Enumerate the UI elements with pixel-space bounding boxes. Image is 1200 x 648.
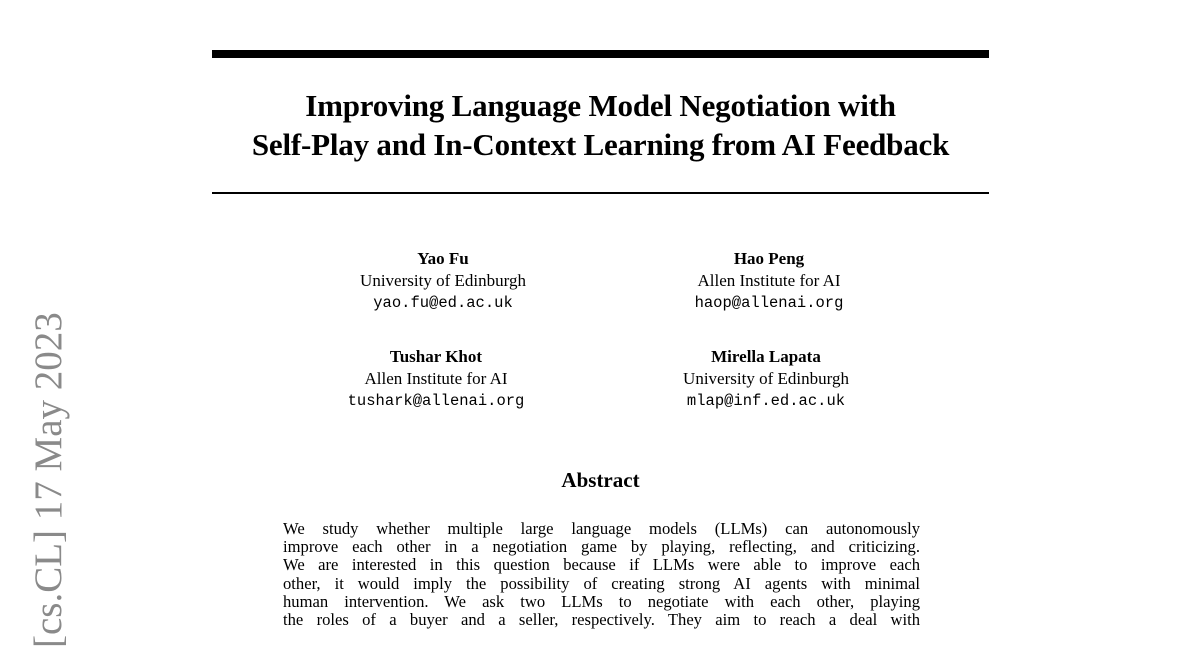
abstract-body [283,520,920,629]
author-block [639,248,899,314]
author-name: Hao Peng [733,249,805,268]
abstract-line: human intervention. We ask two LLMs to negotiate with each other, playing [283,591,920,611]
title-rule [212,192,989,194]
arxiv-stamp: [cs.CL] 17 May 2023 [27,312,70,648]
title-line-2: Self-Play and In-Context Learning from AI Feedback [251,127,950,162]
author-name: Yao Fu [417,249,469,268]
author-email: haop@allenai.org [694,294,844,312]
author-email: mlap@inf.ed.ac.uk [686,392,846,410]
author-email: tushark@allenai.org [347,392,525,410]
abstract-line: We are interested in this question because if LLMs were able to improve each [283,555,920,575]
author-affiliation: Allen Institute for AI [697,271,841,290]
author-block [313,248,573,314]
author-email: yao.fu@ed.ac.uk [373,294,513,312]
abstract-line: improve each other in a negotiation game by playing, reflecting, and criticizing. [283,537,920,557]
author-affiliation: University of Edinburgh [683,369,849,388]
abstract-line: other, it would imply the possibility of creating strong AI agents with minimal [283,573,920,593]
abstract-heading: Abstract [561,468,640,492]
author-name: Tushar Khot [389,347,483,366]
abstract-line: We study whether multiple large language models (LLMs) can autonomously [283,519,920,538]
author-affiliation: University of Edinburgh [360,271,526,290]
title-line-1: Improving Language Model Negotiation with [305,88,896,123]
author-name: Mirella Lapata [711,347,821,366]
abstract-line: the roles of a buyer and a seller, respectively. They aim to reach a deal with [283,610,920,630]
author-affiliation: Allen Institute for AI [364,369,508,388]
paper-title [212,86,989,164]
author-block [306,346,566,412]
author-block [636,346,896,412]
top-rule [212,50,989,58]
